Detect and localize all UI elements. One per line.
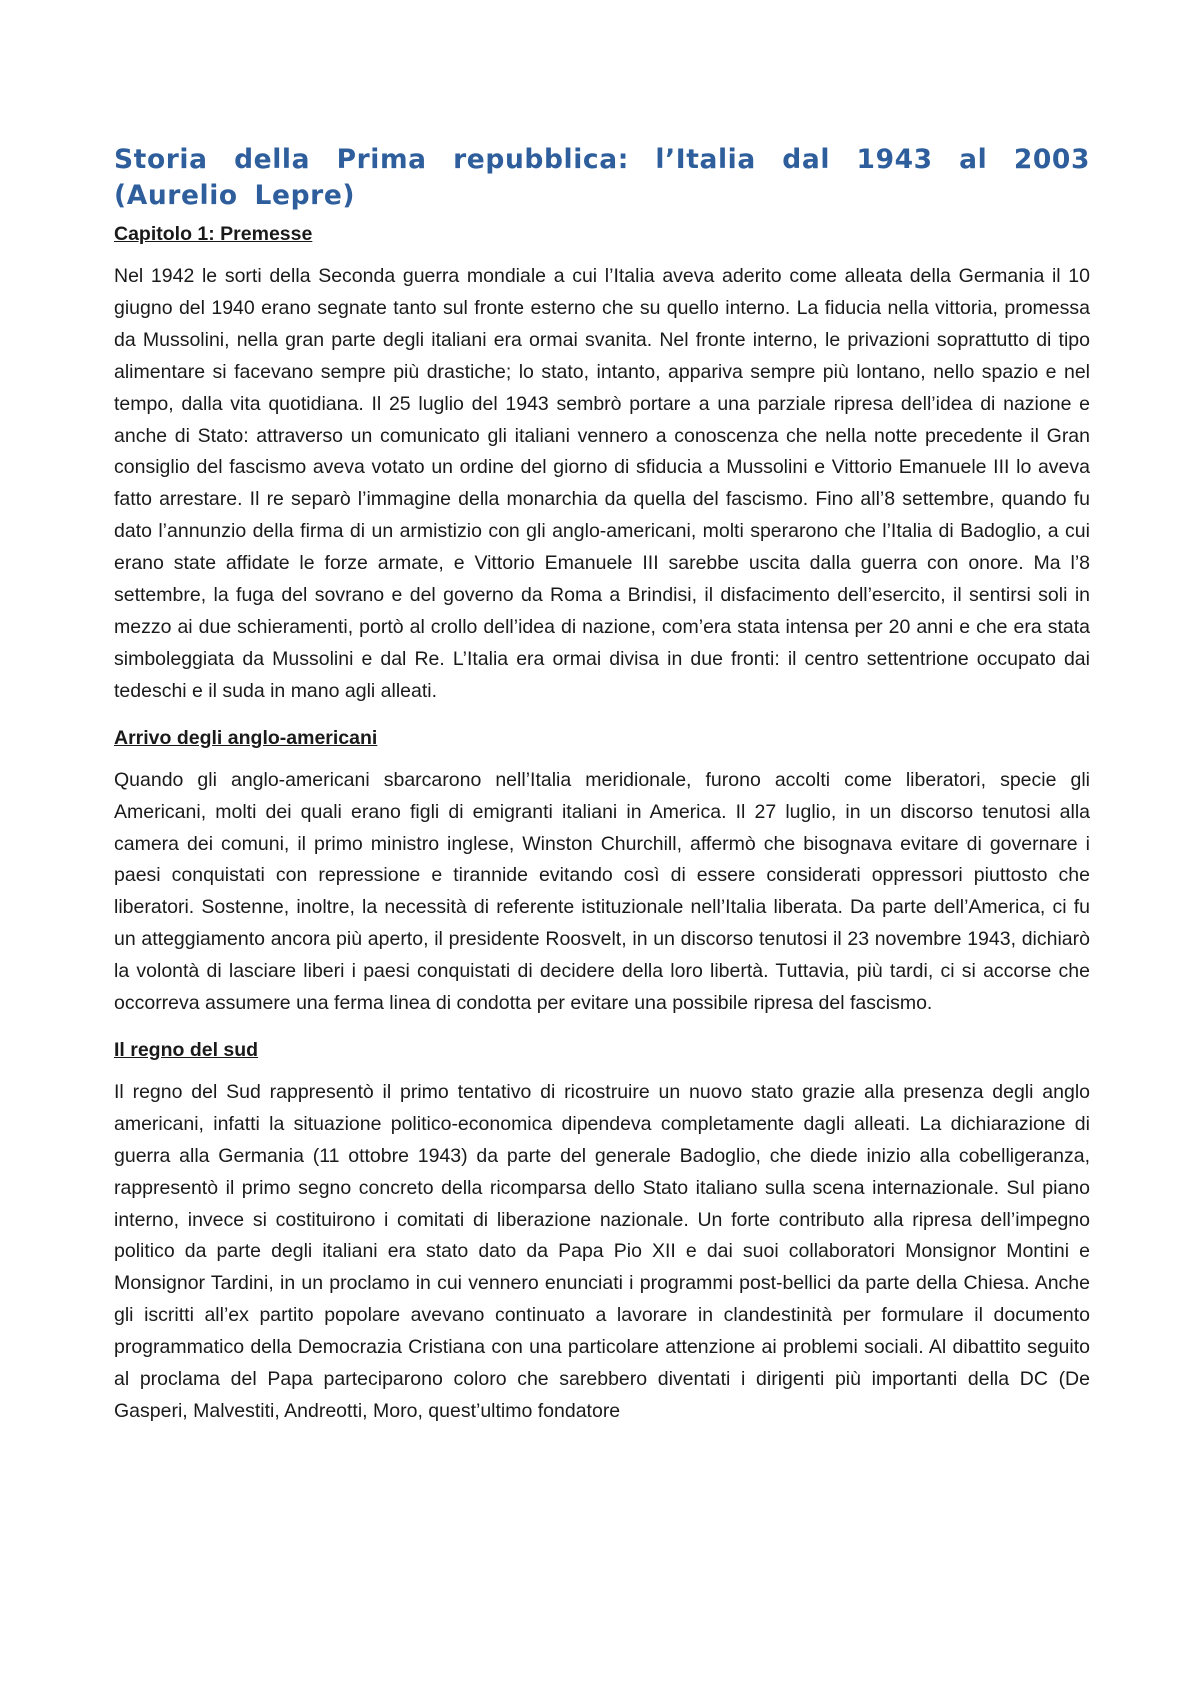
document-page xyxy=(114,142,1090,1428)
document-title: Storia della Prima repubblica: l’Italia dal 1943 al 2003 (Aurelio Lepre) xyxy=(114,144,1090,211)
section-paragraph: Quando gli anglo-americani sbarcarono nell’Italia meridionale, furono accolti come liberatori, specie gli Americani, molti dei quali erano figli di emigranti italiani in America. Il 27 luglio, in un discorso tenutosi alla camera dei comuni, il primo ministro inglese, Winston Churchill, affermò che bisognava evitare di governare i paesi conquistati con repressione e tirannide evitando così di essere considerati oppressori piuttosto che liberatori. Sostenne, inoltre, la necessità di referente istituzionale nell’Italia liberata. Da parte dell’America, ci fu un atteggiamento ancora più aperto, il presidente Roosvelt, in un discorso tenutosi il 23 novembre 1943, dichiarò la volontà di lasciare liberi i paesi conquistati di decidere della loro libertà. Tuttavia, più tardi, ci si accorse che occorreva assumere una ferma linea di condotta per evitare una possibile ripresa del fascismo. xyxy=(114,768,1090,1015)
section-arrivo-anglo-americani xyxy=(114,724,1090,1020)
section-heading: Capitolo 1: Premesse xyxy=(114,223,313,245)
section-premesse xyxy=(114,220,1090,708)
section-heading: Arrivo degli anglo-americani xyxy=(114,726,378,749)
section-heading: Il regno del sud xyxy=(114,1038,259,1061)
section-paragraph: Nel 1942 le sorti della Seconda guerra mondiale a cui l’Italia aveva aderito come alleata della Germania il 10 giugno del 1940 erano segnate tanto sul fronte esterno che su quello interno. La fiducia nella vittoria, promessa da Mussolini, nella gran parte degli italiani era ormai svanita. Nel fronte interno, le privazioni soprattutto di tipo alimentare si facevano sempre più drastiche; lo stato, intanto, appariva sempre più lontano, nello spazio e nel tempo, dalla vita quotidiana. Il 25 luglio del 1943 sembrò portare a una parziale ripresa dell’idea di nazione e anche di Stato: attraverso un comunicato gli italiani vennero a conoscenza che nella notte precedente il Gran consiglio del fascismo aveva votato un ordine del giorno di sfiducia a Mussolini e Vittorio Emanuele III lo aveva fatto arrestare. Il re separò l’immagine della monarchia da quella del fascismo. Fino all’8 settembre, quando fu dato l’annunzio della firma di un armistizio con gli anglo-americani, molti sperarono che l’Italia di Badoglio, a cui erano state affidate le forze armate, e Vittorio Emanuele III sarebbe uscita dalla guerra con onore. Ma l’8 settembre, la fuga del sovrano e del governo da Roma a Brindisi, il disfacimento dell’esercito, il sentirsi soli in mezzo ai due schieramenti, portò al crollo dell’idea di nazione, com’era stata intensa per 20 anni e che era stata simboleggiata da Mussolini e dal Re. L’Italia era ormai divisa in due fronti: il centro settentrione occupato dai tedeschi e il suda in mano agli alleati. xyxy=(114,265,1090,702)
section-regno-del-sud xyxy=(114,1036,1090,1428)
section-paragraph: Il regno del Sud rappresentò il primo tentativo di ricostruire un nuovo stato grazie alla presenza degli anglo americani, infatti la situazione politico-economica dipendeva completamente dagli alleati. La dichiarazione di guerra alla Germania (11 ottobre 1943) da parte del generale Badoglio, che diede inizio alla cobelligeranza, rappresentò il primo segno concreto della ricomparsa dello Stato italiano sulla scena internazionale. Sul piano interno, invece si costituirono i comitati di liberazione nazionale. Un forte contributo alla ripresa dell’impegno politico da parte degli italiani era stato dato da Papa Pio XII e dai suoi collaboratori Monsignor Montini e Monsignor Tardini, in un proclamo in cui vennero enunciati i programmi post-bellici da parte della Chiesa. Anche gli iscritti all’ex partito popolare avevano continuato a lavorare in clandestinità per formulare il documento programmatico della Democrazia Cristiana con una particolare attenzione ai problemi sociali. Al dibattito seguito al proclama del Papa parteciparono coloro che sarebbero diventati i dirigenti più importanti della DC (De Gasperi, Malvestiti, Andreotti, Moro, quest’ultimo fondatore xyxy=(114,1080,1090,1422)
